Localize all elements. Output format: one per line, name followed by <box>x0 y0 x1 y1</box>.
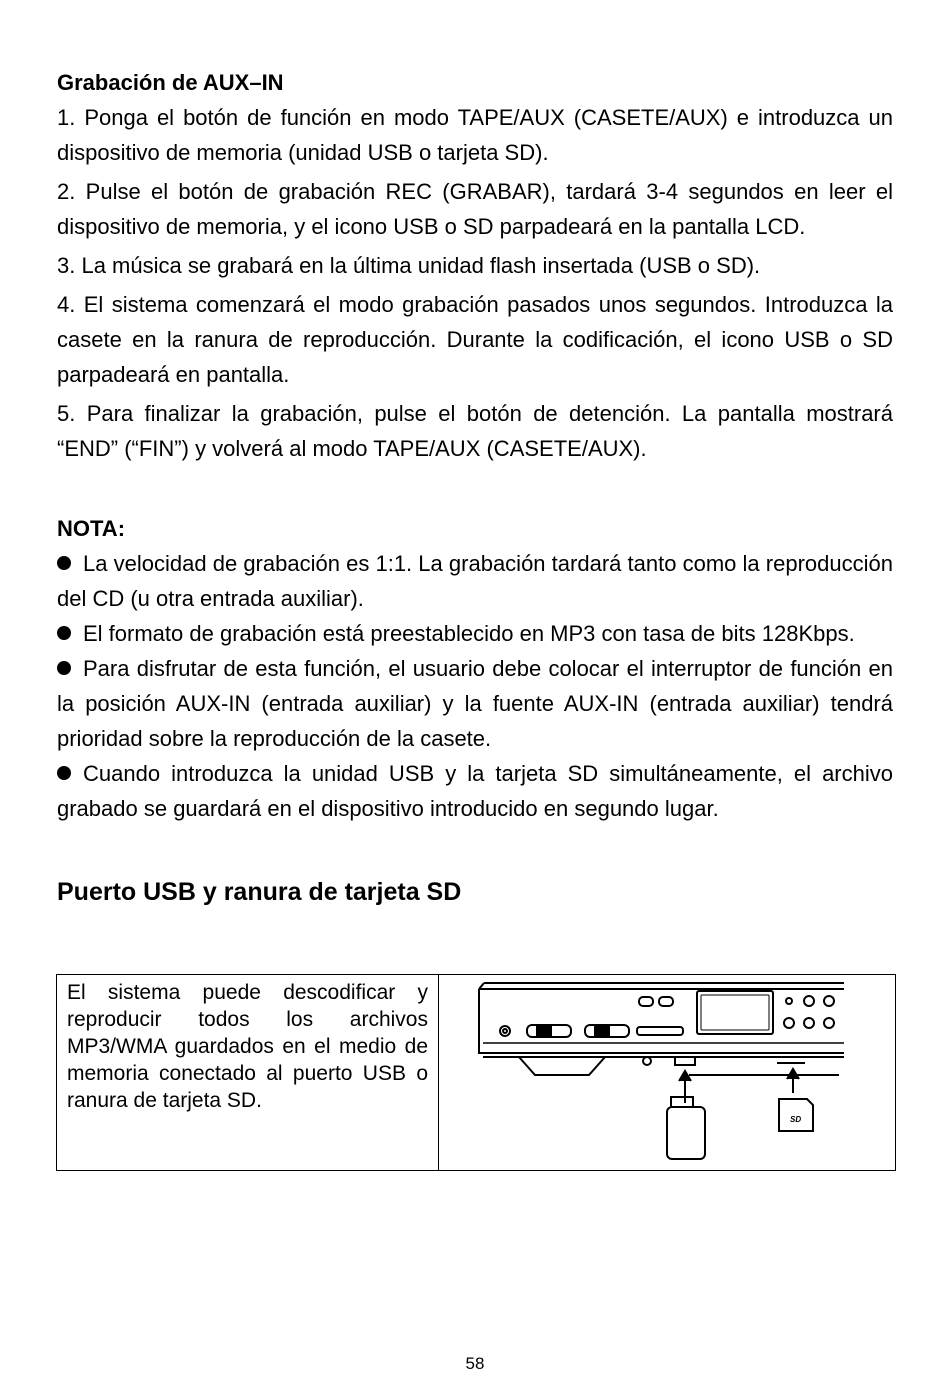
note-bullet-text: La velocidad de grabación es 1:1. La grabación tardará tanto como la reproducción del CD (u otra entrada auxiliar). <box>57 551 893 611</box>
bullet-dot-icon <box>57 626 71 640</box>
page-content <box>57 66 893 908</box>
note-bullet <box>57 546 893 616</box>
section-title-usb-sd: Puerto USB y ranura de tarjeta SD <box>57 878 462 906</box>
step-2: 2. Pulse el botón de grabación REC (GRABAR), tardará 3-4 segundos en leer el dispositivo de memoria, y el icono USB o SD parpadeará en la pantalla LCD. <box>57 179 893 239</box>
illustration-cell <box>439 975 896 1171</box>
bullet-dot-icon <box>57 661 71 675</box>
page-number: 58 <box>465 1354 485 1373</box>
bullet-dot-icon <box>57 766 71 780</box>
note-bullet <box>57 651 893 756</box>
step-1: 1. Ponga el botón de función en modo TAPE/AUX (CASETE/AUX) e introduzca un dispositivo de memoria (unidad USB o tarjeta SD). <box>57 105 893 165</box>
step-4: 4. El sistema comenzará el modo grabación pasados unos segundos. Introduzca la casete en la ranura de reproducción. Durante la codificación, el icono USB o SD parpadeará en pantalla. <box>57 292 893 387</box>
step-3: 3. La música se grabará en la última unidad flash insertada (USB o SD). <box>57 253 761 278</box>
usb-sd-info-table <box>56 974 896 1171</box>
section-title-aux-in: Grabación de AUX–IN <box>57 70 284 95</box>
note-bullet-text: Cuando introduzca la unidad USB y la tarjeta SD simultáneamente, el archivo grabado se guardará en el dispositivo introducido en segundo lugar. <box>57 761 893 821</box>
sd-card-label: SD <box>790 1115 802 1124</box>
description-cell <box>57 975 439 1171</box>
step-5: 5. Para finalizar la grabación, pulse el botón de detención. La pantalla mostrará “END” (“FIN”) y volverá al modo TAPE/AUX (CASETE/AUX). <box>57 401 893 461</box>
note-bullet-text: Para disfrutar de esta función, el usuario debe colocar el interruptor de función en la posición AUX-IN (entrada auxiliar) y la fuente AUX-IN (entrada auxiliar) tendrá prioridad sobre la reproducción de la casete. <box>57 656 893 751</box>
note-bullet-text: El formato de grabación está preestablecido en MP3 con tasa de bits 128Kbps. <box>83 621 855 646</box>
device-front-panel-illustration <box>439 975 895 1165</box>
usb-sd-description: El sistema puede descodificar y reproducir todos los archivos MP3/WMA guardados en el medio de memoria conectado al puerto USB o ranura de tarjeta SD. <box>67 981 428 1112</box>
bullet-dot-icon <box>57 556 71 570</box>
note-bullet <box>57 616 893 651</box>
note-title: NOTA: <box>57 516 126 541</box>
note-bullet <box>57 756 893 826</box>
